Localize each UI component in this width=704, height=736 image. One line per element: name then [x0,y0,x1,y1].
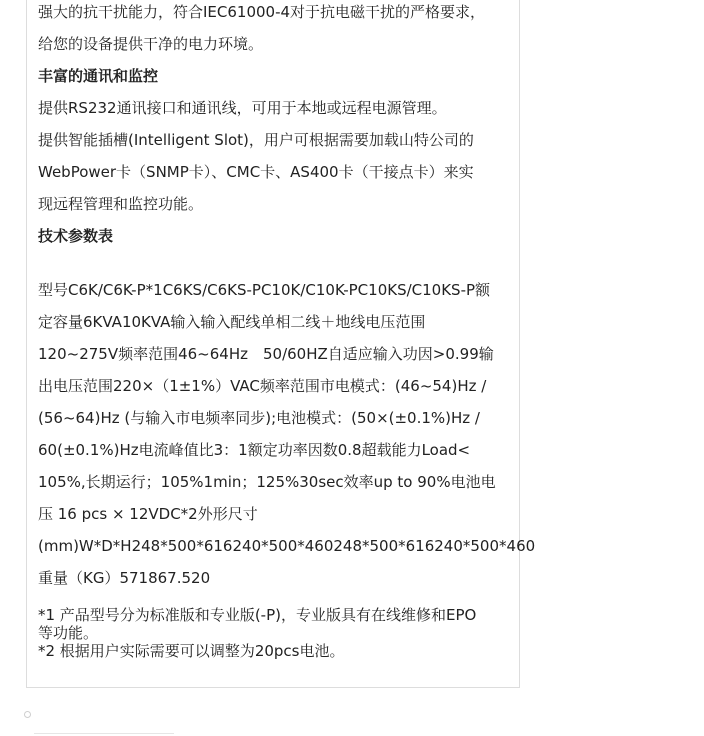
comm-line-1: 提供RS232通讯接口和通讯线，可用于本地或远程电源管理。 [38,99,447,117]
spec-line-4: 出电压范围220×（1±1%）VAC频率范围市电模式：(46~54)Hz / [38,377,487,395]
comm-line-2: 提供智能插槽(Intelligent Slot)，用户可根据需要加载山特公司的 [38,131,474,149]
bullet-dot-icon [24,711,31,718]
spec-line-8: 压 16 pcs × 12VDC*2外形尺寸 [38,505,258,523]
spacer [38,594,509,606]
section-heading-comm: 丰富的通讯和监控 [38,67,159,85]
spec-line-3: 120~275V频率范围46~64Hz 50/60HZ自适应输入功因>0.99输 [38,345,494,363]
spec-line-2: 定容量6KVA10KVA输入输入配线单相二线＋地线电压范围 [38,313,426,331]
spec-line-7: 105%,长期运行；105%1min；125%30sec效率up to 90%电池电 [38,473,496,491]
spacer [38,252,509,274]
footnote-1: *1 产品型号分为标准版和专业版(-P)，专业版具有在线维修和EPO [38,606,477,624]
divider [34,733,174,734]
spec-line-5: (56~64)Hz (与输入市电频率同步);电池模式：(50×(±0.1%)Hz / [38,409,480,427]
spec-line-10: 重量（KG）571867.520 [38,569,211,587]
spec-line-9: (mm)W*D*H248*500*616240*500*460248*500*616240*500*460 [38,537,536,555]
spec-line-6: 60(±0.1%)Hz电流峰值比3：1额定功率因数0.8超载能力Load< [38,441,471,459]
article-content [26,0,536,688]
intro-line-1: 强大的抗干扰能力，符合IEC61000-4对于抗电磁干扰的严格要求， [38,3,486,21]
intro-line-2: 给您的设备提供干净的电力环境。 [38,35,264,53]
spec-line-1: 型号C6K/C6K-P*1C6KS/C6KS-PC10K/C10K-PC10KS/C10KS-P额 [38,281,491,299]
footnote-1-cont: 等功能。 [38,624,99,642]
section-heading-spec: 技术参数表 [38,227,114,245]
footnote-2: *2 根据用户实际需要可以调整为20pcs电池。 [38,642,345,660]
comm-line-4: 现远程管理和监控功能。 [38,195,204,213]
comm-line-3: WebPower卡（SNMP卡）、CMC卡、AS400卡（干接点卡）来实 [38,163,474,181]
